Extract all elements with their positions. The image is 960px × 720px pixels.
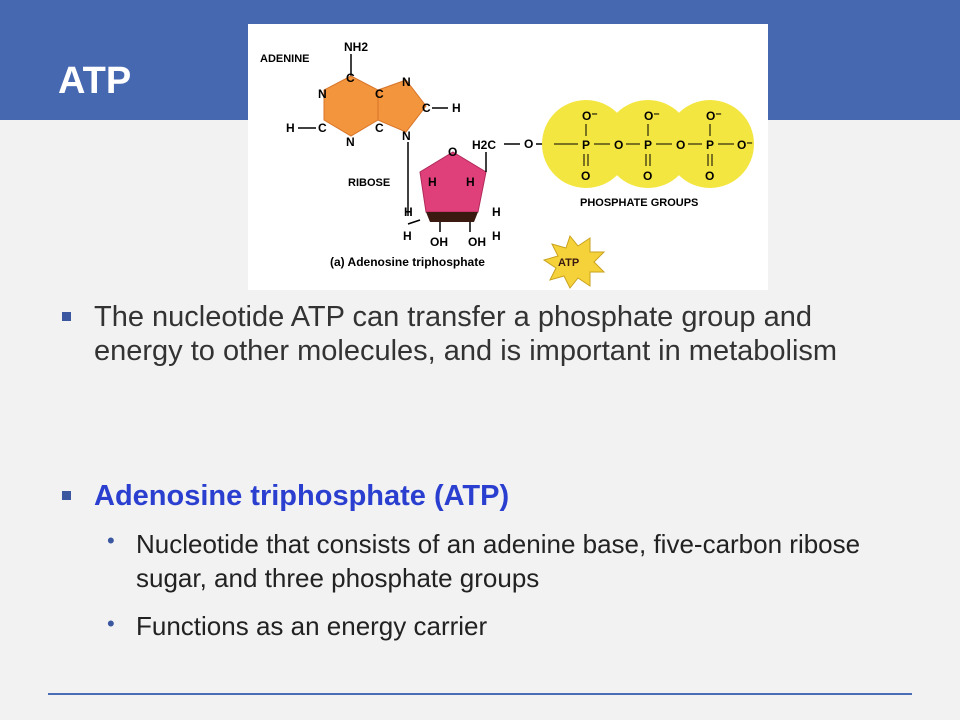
oh-label-left: OH [430,235,448,249]
bullet-marker [62,312,71,321]
sub-bullet-dot: • [107,528,115,553]
svg-text:H: H [286,121,295,135]
svg-text:O: O [448,145,458,159]
svg-text:O: O [643,169,653,183]
svg-text:C: C [375,121,384,135]
svg-text:H: H [452,101,461,115]
bullet-marker [62,491,71,500]
sub-bullet-2-text: Functions as an energy carrier [136,611,488,641]
svg-text:N: N [402,129,411,143]
svg-text:O: O [614,138,624,152]
svg-text:H: H [466,175,475,189]
svg-text:O: O [524,137,534,151]
svg-text:O⁻: O⁻ [644,109,660,123]
svg-text:H: H [492,205,501,219]
phosphate-groups-label: PHOSPHATE GROUPS [580,197,699,209]
svg-text:C: C [346,71,355,85]
atp-badge-label: ATP [558,257,580,269]
figure-caption: (a) Adenosine triphosphate [330,255,485,269]
adenine-label: ADENINE [260,53,310,65]
slide-title: ATP [58,60,132,102]
svg-text:O⁻: O⁻ [706,109,722,123]
svg-text:P: P [706,138,715,152]
svg-text:P: P [644,138,653,152]
svg-text:N: N [402,75,411,89]
adenine-six-ring [324,76,378,136]
bullet-1-text: The nucleotide ATP can transfer a phosphate group and energy to other molecules, and is important in metabolism [94,301,838,367]
oh-label-right: OH [468,235,486,249]
atp-diagram [248,24,768,290]
svg-text:P: P [582,138,591,152]
svg-text:C: C [375,87,384,101]
footer-divider [48,693,912,695]
svg-text:O⁻: O⁻ [582,109,598,123]
svg-text:O: O [676,138,686,152]
sub-bullet-dot: • [107,611,115,636]
svg-text:N: N [346,135,355,149]
svg-text:O: O [581,169,591,183]
svg-text:O⁻: O⁻ [737,138,753,152]
h2c-label: H2C [472,138,497,152]
svg-text:H: H [404,205,413,219]
bullet-2-text: Adenosine triphosphate (ATP) [94,480,510,512]
ribose-label: RIBOSE [348,177,391,189]
svg-text:H: H [403,229,412,243]
atp-structure-svg [248,24,768,290]
svg-text:N: N [318,87,327,101]
svg-text:O: O [705,169,715,183]
svg-text:H: H [428,175,437,189]
sub-bullet-1-text: Nucleotide that consists of an adenine base, five-carbon ribose sugar, and three phosphate groups [136,529,861,593]
ribose-ring-edge [426,212,478,222]
nh2-label: NH2 [344,40,369,54]
svg-text:C: C [318,121,327,135]
svg-text:C: C [422,101,431,115]
svg-text:H: H [492,229,501,243]
